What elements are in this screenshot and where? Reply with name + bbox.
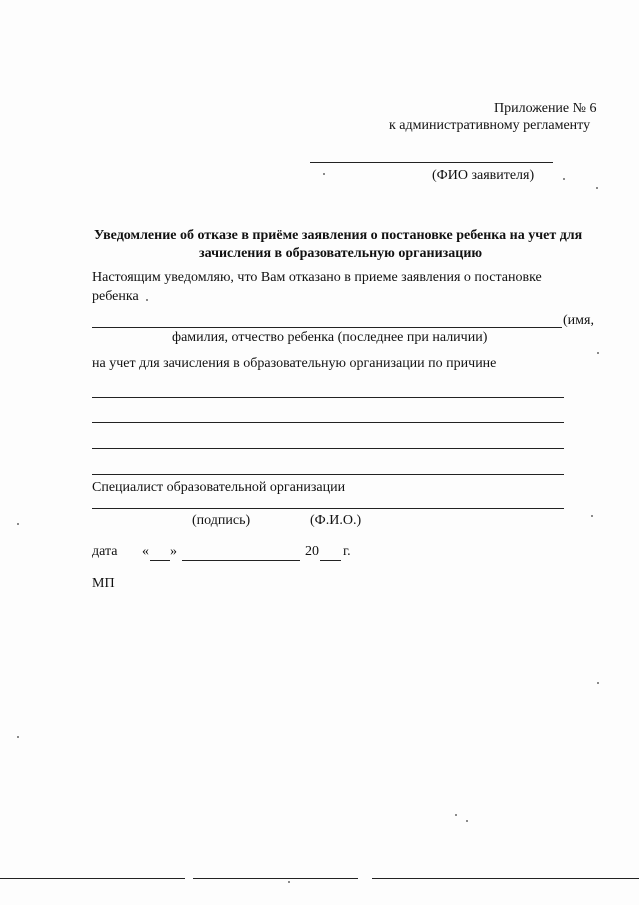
reason-line-2 bbox=[92, 422, 564, 423]
scan-speck bbox=[323, 173, 325, 175]
appendix-number: Приложение № 6 bbox=[494, 101, 597, 116]
date-label: дата bbox=[92, 544, 118, 559]
scan-bottom-edge bbox=[0, 878, 185, 879]
scan-speck bbox=[17, 523, 19, 525]
scan-speck bbox=[146, 299, 148, 301]
scan-speck bbox=[466, 820, 468, 822]
scan-speck bbox=[591, 515, 593, 517]
date-year-line bbox=[320, 560, 341, 561]
date-open-quote: « bbox=[142, 544, 149, 559]
scan-speck bbox=[455, 814, 457, 816]
intro-text-line-1: Настоящим уведомляю, что Вам отказано в приеме заявления о постановке bbox=[92, 270, 542, 285]
date-month-line bbox=[182, 560, 300, 561]
reason-line-1 bbox=[92, 397, 564, 398]
signature-caption: (подпись) bbox=[192, 513, 251, 528]
date-year-suffix: г. bbox=[343, 544, 351, 559]
date-day-line bbox=[150, 560, 170, 561]
scan-speck bbox=[563, 178, 565, 180]
scan-bottom-edge bbox=[193, 878, 358, 879]
scan-speck bbox=[17, 736, 19, 738]
signature-line bbox=[92, 508, 564, 509]
reason-text: на учет для зачисления в образовательную организации по причине bbox=[92, 356, 497, 371]
scan-bottom-edge bbox=[372, 878, 639, 879]
child-name-line bbox=[92, 327, 562, 328]
applicant-name-caption: (ФИО заявителя) bbox=[432, 168, 535, 183]
regulation-reference: к административному регламенту bbox=[389, 118, 591, 133]
scan-speck bbox=[597, 682, 599, 684]
date-year-prefix: 20 bbox=[305, 544, 319, 559]
intro-text-line-2: ребенка bbox=[92, 289, 139, 304]
scan-speck bbox=[597, 352, 599, 354]
reason-line-4 bbox=[92, 474, 564, 475]
date-close-quote: » bbox=[170, 544, 177, 559]
applicant-name-line bbox=[310, 162, 553, 163]
notice-title-line-2: зачисления в образовательную организацию bbox=[199, 246, 483, 261]
fio-caption: (Ф.И.О.) bbox=[310, 513, 362, 528]
stamp-label: МП bbox=[92, 576, 115, 591]
scan-speck bbox=[288, 881, 290, 883]
notice-title-line-1: Уведомление об отказе в приёме заявления о постановке ребенка на учет для bbox=[94, 228, 583, 243]
specialist-label: Специалист образовательной организации bbox=[92, 480, 346, 495]
child-name-caption: фамилия, отчество ребенка (последнее при наличии) bbox=[172, 330, 488, 345]
scan-speck bbox=[596, 187, 598, 189]
reason-line-3 bbox=[92, 448, 564, 449]
child-name-suffix: (имя, bbox=[563, 313, 594, 328]
